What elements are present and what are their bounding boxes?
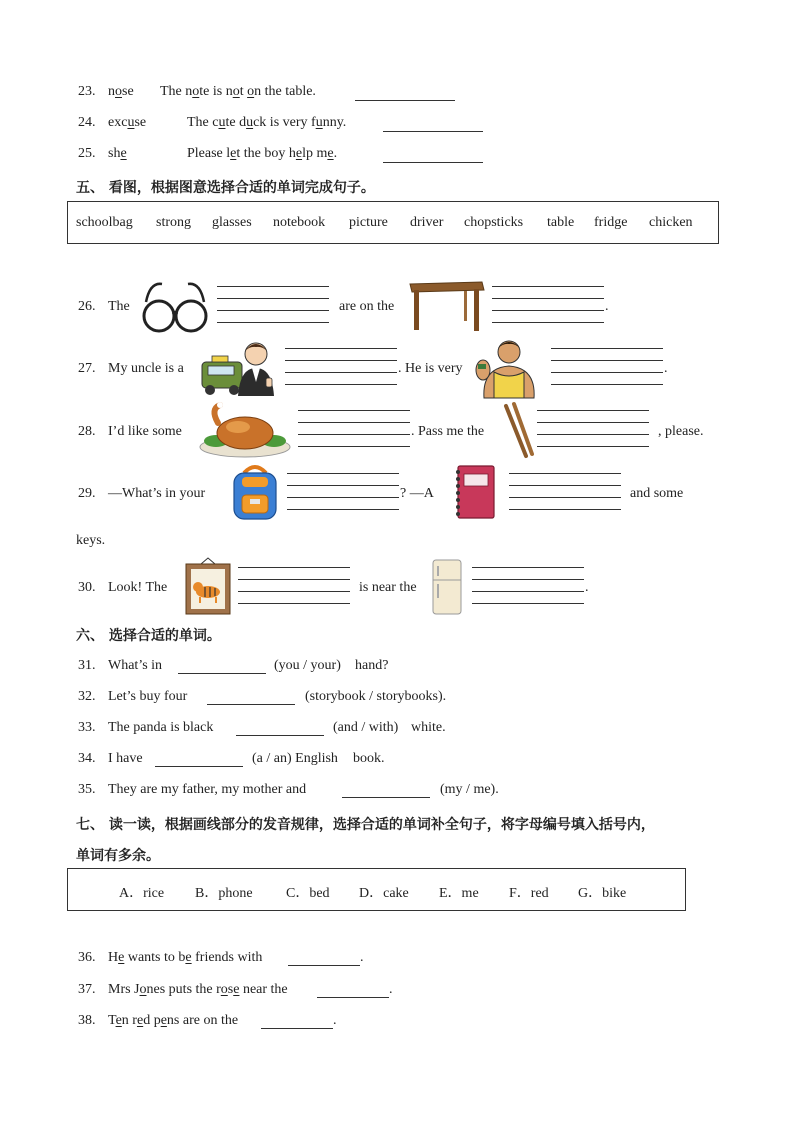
sentence-text: and some (630, 486, 684, 501)
question-number: 23. (78, 84, 96, 99)
answer-blank[interactable] (217, 322, 329, 323)
question-number: 28. (78, 424, 96, 439)
sentence-text: Look! The (108, 580, 168, 595)
phonics-sentence: The note is not on the table. (160, 84, 316, 99)
question-number: 32. (78, 689, 96, 704)
answer-blank[interactable] (285, 372, 397, 373)
answer-blank[interactable] (537, 422, 649, 423)
sentence-text: My uncle is a (108, 361, 184, 376)
answer-blank[interactable] (472, 579, 584, 580)
question-number: 35. (78, 782, 96, 797)
option-item: C．bed (286, 886, 330, 901)
sentence-text: . He is very (398, 361, 463, 376)
sentence-text: —What’s in your (108, 486, 206, 501)
option-text: (and / with) (333, 720, 399, 735)
option-item: G．bike (578, 886, 627, 901)
options-box (67, 868, 686, 911)
sentence-text: keys. (76, 533, 106, 548)
answer-blank[interactable] (383, 162, 483, 163)
question-number: 34. (78, 751, 96, 766)
question-number: 29. (78, 486, 96, 501)
option-item: A．rice (119, 886, 165, 901)
phonics-word: excuse (108, 115, 147, 130)
sentence-end: . (333, 1013, 337, 1028)
sentence-end: . (664, 361, 668, 376)
answer-blank[interactable] (285, 348, 397, 349)
option-text: (you / your) (274, 658, 341, 673)
section-six-title: 六、 选择合适的单词。 (76, 628, 221, 644)
sentence-text: ? —A (400, 486, 434, 501)
question-number: 37. (78, 982, 96, 997)
answer-blank[interactable] (298, 422, 410, 423)
answer-blank[interactable] (551, 384, 663, 385)
notebook-icon (452, 464, 498, 522)
schoolbag-icon (228, 463, 282, 523)
sentence-text: The panda is black (108, 720, 214, 735)
answer-blank[interactable] (285, 360, 397, 361)
section-seven-title: 七、 读一读，根据画线部分的发音规律，选择合适的单词补全句子，将字母编号填入括号内， (76, 817, 655, 833)
sentence-text: Let’s buy four (108, 689, 188, 704)
answer-blank[interactable] (287, 509, 399, 510)
answer-blank[interactable] (537, 410, 649, 411)
answer-blank[interactable] (537, 434, 649, 435)
question-number: 33. (78, 720, 96, 735)
word-bank-item: picture (349, 215, 388, 230)
answer-blank[interactable] (383, 131, 483, 132)
option-item: B．phone (195, 886, 253, 901)
sentence-text: are on the (339, 299, 395, 314)
answer-blank[interactable] (355, 100, 455, 101)
answer-blank[interactable] (551, 372, 663, 373)
word-bank-item: fridge (594, 215, 628, 230)
option-item: F．red (509, 886, 549, 901)
answer-blank[interactable] (551, 360, 663, 361)
question-number: 38. (78, 1013, 96, 1028)
answer-blank[interactable] (285, 384, 397, 385)
word-bank-item: glasses (212, 215, 252, 230)
answer-blank[interactable] (238, 603, 350, 604)
answer-blank[interactable] (287, 497, 399, 498)
option-text: (storybook / storybooks). (305, 689, 447, 704)
answer-blank[interactable] (509, 509, 621, 510)
sentence-text: They are my father, my mother and (108, 782, 307, 797)
sentence-text: He wants to be friends with (108, 950, 263, 965)
table-icon (406, 278, 486, 334)
sentence-end: . (585, 580, 589, 595)
answer-blank[interactable] (298, 434, 410, 435)
phonics-sentence: The cute duck is very funny. (187, 115, 347, 130)
sentence-end: . (360, 950, 364, 965)
option-item: E．me (439, 886, 479, 901)
answer-blank[interactable] (317, 997, 389, 998)
answer-blank[interactable] (217, 310, 329, 311)
section-five-title: 五、 看图，根据图意选择合适的单词完成句子。 (76, 180, 375, 196)
sentence-text: I’d like some (108, 424, 182, 439)
taxi-driver-icon (200, 338, 278, 398)
answer-blank[interactable] (261, 1028, 333, 1029)
answer-blank[interactable] (288, 965, 360, 966)
question-number: 36. (78, 950, 96, 965)
question-number: 27. (78, 361, 96, 376)
answer-blank[interactable] (551, 348, 663, 349)
option-text: (my / me). (440, 782, 499, 797)
phonics-word: nose (108, 84, 134, 99)
answer-blank[interactable] (178, 673, 266, 674)
sentence-text: Ten red pens are on the (108, 1013, 239, 1028)
answer-blank[interactable] (238, 579, 350, 580)
answer-blank[interactable] (492, 322, 604, 323)
sentence-text: The (108, 299, 130, 314)
question-number: 30. (78, 580, 96, 595)
section-seven-title-cont: 单词有多余。 (76, 848, 160, 864)
word-bank-item: strong (156, 215, 191, 230)
word-bank-item: driver (410, 215, 444, 230)
word-bank-box (67, 201, 719, 244)
sentence-text: hand? (355, 658, 389, 673)
phonics-sentence: Please let the boy help me. (187, 146, 338, 161)
answer-blank[interactable] (298, 410, 410, 411)
answer-blank[interactable] (472, 603, 584, 604)
sentence-text: Mrs Jones puts the rose near the (108, 982, 288, 997)
word-bank-item: table (547, 215, 575, 230)
question-number: 25. (78, 146, 96, 161)
glasses-icon (140, 278, 210, 334)
chopsticks-icon (502, 403, 536, 459)
answer-blank[interactable] (287, 485, 399, 486)
option-item: D．cake (359, 886, 409, 901)
answer-blank[interactable] (155, 766, 243, 767)
sentence-text: is near the (359, 580, 417, 595)
word-bank-item: notebook (273, 215, 326, 230)
question-number: 26. (78, 299, 96, 314)
word-bank-item: chopsticks (464, 215, 524, 230)
answer-blank[interactable] (217, 298, 329, 299)
answer-blank[interactable] (238, 591, 350, 592)
sentence-text: I have (108, 751, 143, 766)
question-number: 24. (78, 115, 96, 130)
tiger-picture-icon (183, 558, 233, 616)
answer-blank[interactable] (472, 567, 584, 568)
answer-blank[interactable] (238, 567, 350, 568)
answer-blank[interactable] (492, 286, 604, 287)
answer-blank[interactable] (287, 473, 399, 474)
sentence-text: . Pass me the (411, 424, 485, 439)
sentence-text: book. (353, 751, 385, 766)
question-number: 31. (78, 658, 96, 673)
answer-blank[interactable] (472, 591, 584, 592)
answer-blank[interactable] (207, 704, 295, 705)
answer-blank[interactable] (509, 473, 621, 474)
answer-blank[interactable] (298, 446, 410, 447)
sentence-text: What’s in (108, 658, 163, 673)
answer-blank[interactable] (236, 735, 324, 736)
sentence-end: . (389, 982, 393, 997)
word-bank-item: chicken (649, 215, 693, 230)
sentence-text: white. (411, 720, 446, 735)
answer-blank[interactable] (509, 485, 621, 486)
sentence-end: , please. (658, 424, 704, 439)
strong-man-icon (474, 338, 544, 398)
phonics-word: she (108, 146, 127, 161)
answer-blank[interactable] (537, 446, 649, 447)
answer-blank[interactable] (509, 497, 621, 498)
word-bank-item: schoolbag (76, 215, 133, 230)
answer-blank[interactable] (492, 310, 604, 311)
option-text: (a / an) English (252, 751, 338, 766)
answer-blank[interactable] (217, 286, 329, 287)
fridge-icon (430, 558, 464, 616)
answer-blank[interactable] (342, 797, 430, 798)
sentence-end: . (605, 299, 609, 314)
roast-chicken-icon (198, 403, 292, 459)
answer-blank[interactable] (492, 298, 604, 299)
